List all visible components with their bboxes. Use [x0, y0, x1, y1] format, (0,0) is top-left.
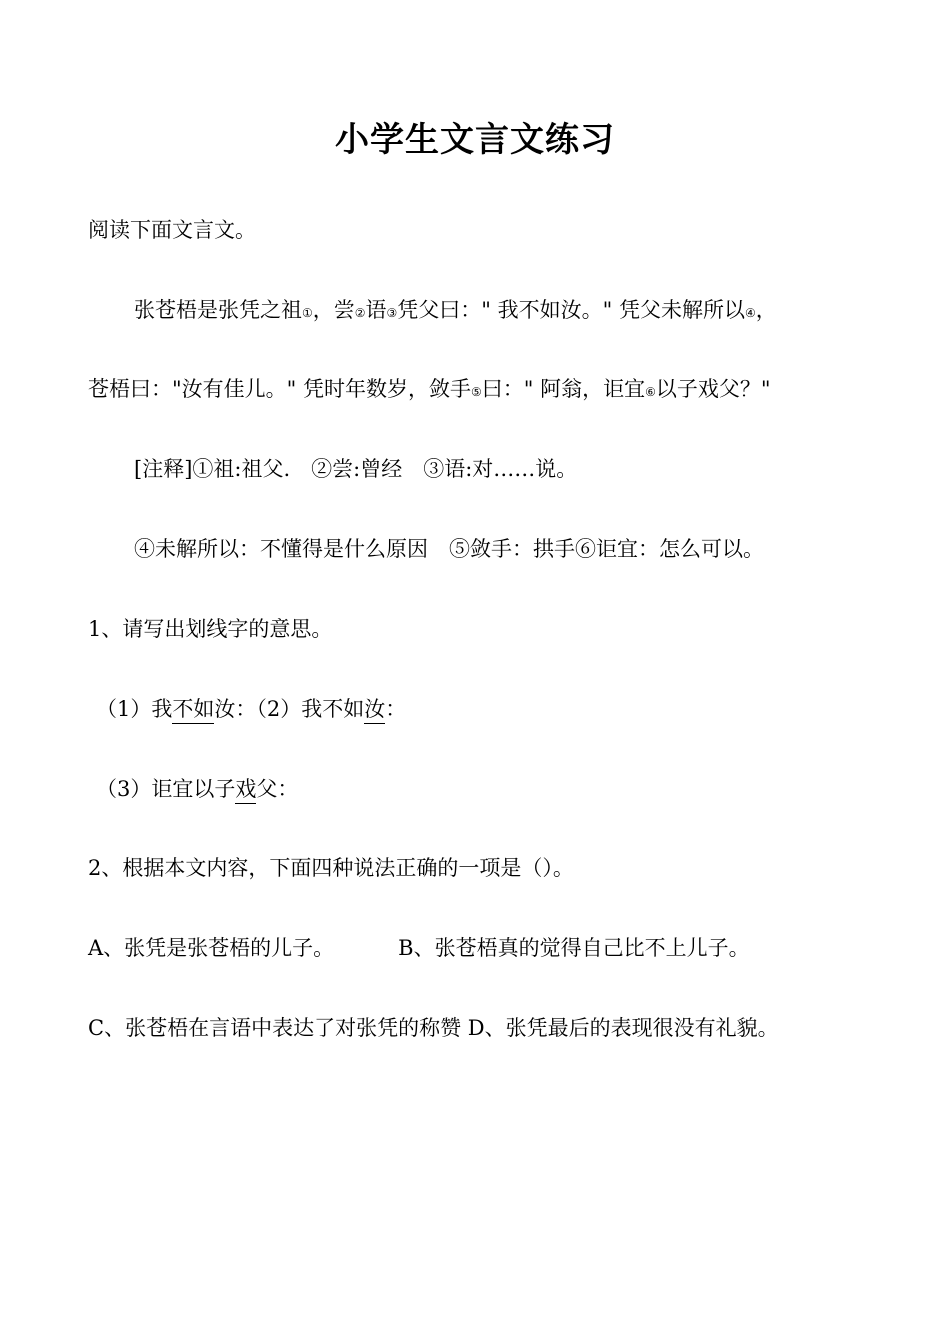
footnote-marker: ③: [386, 306, 398, 320]
page-title: 小学生文言文练习: [335, 120, 615, 160]
passage-text: 凭父曰：" 我不如汝。" 凭父未解所以: [397, 298, 745, 322]
question-2-options-cd: [88, 1013, 779, 1043]
option-b: B、张苍梧真的觉得自己比不上儿子。: [398, 936, 750, 960]
footnote-marker: ⑥: [645, 385, 656, 399]
instruction-text: 阅读下面文言文。: [88, 218, 256, 242]
question-2-prompt: 2、根据本文内容，下面四种说法正确的一项是（）。: [88, 856, 574, 880]
option-a: A、张凭是张苍梧的儿子。: [88, 936, 335, 960]
footnote-marker: ①: [302, 306, 313, 320]
question-2-options-ab: [88, 933, 750, 963]
question-1-prompt: 1、请写出划线字的意思。: [88, 617, 333, 641]
question-1-item-2: [96, 774, 298, 804]
passage-text: ，: [755, 298, 777, 322]
question-1-item-1: [96, 694, 406, 724]
footnote-marker: ⑤: [471, 385, 482, 399]
passage-text: 语: [365, 298, 387, 322]
passage-text: 曰：" 阿翁，讵宜: [481, 377, 646, 401]
item-text: 父：: [256, 777, 299, 801]
passage-line-1: [134, 295, 777, 328]
item-text: （1）我: [96, 697, 173, 721]
underlined-word: 不如: [172, 696, 214, 724]
item-text: ：: [385, 697, 407, 721]
passage-text: ，尝: [312, 298, 355, 322]
notes-line-2: ④未解所以：不懂得是什么原因 ⑤敛手：拱手⑥讵宜：怎么可以。: [134, 537, 764, 561]
passage-text: 苍梧曰："汝有佳儿。" 凭时年数岁，敛手: [88, 377, 471, 401]
option-d: D、张凭最后的表现很没有礼貌。: [467, 1016, 779, 1040]
passage-line-2: [88, 374, 771, 407]
passage-text: 张苍梧是张凭之祖: [134, 298, 302, 322]
notes-line-1: [注释]①祖:祖父. ②尝:曾经 ③语:对……说。: [134, 457, 578, 481]
passage-text: 以子戏父？": [655, 377, 771, 401]
item-text: 汝：（2）我不如: [214, 697, 365, 721]
footnote-marker: ②: [354, 306, 366, 320]
footnote-marker: ④: [744, 306, 756, 320]
underlined-word: 戏: [235, 776, 256, 804]
underlined-word: 汝: [364, 696, 385, 724]
option-c: C、张苍梧在言语中表达了对张凭的称赞: [88, 1016, 462, 1040]
item-text: （3）讵宜以子: [96, 777, 236, 801]
